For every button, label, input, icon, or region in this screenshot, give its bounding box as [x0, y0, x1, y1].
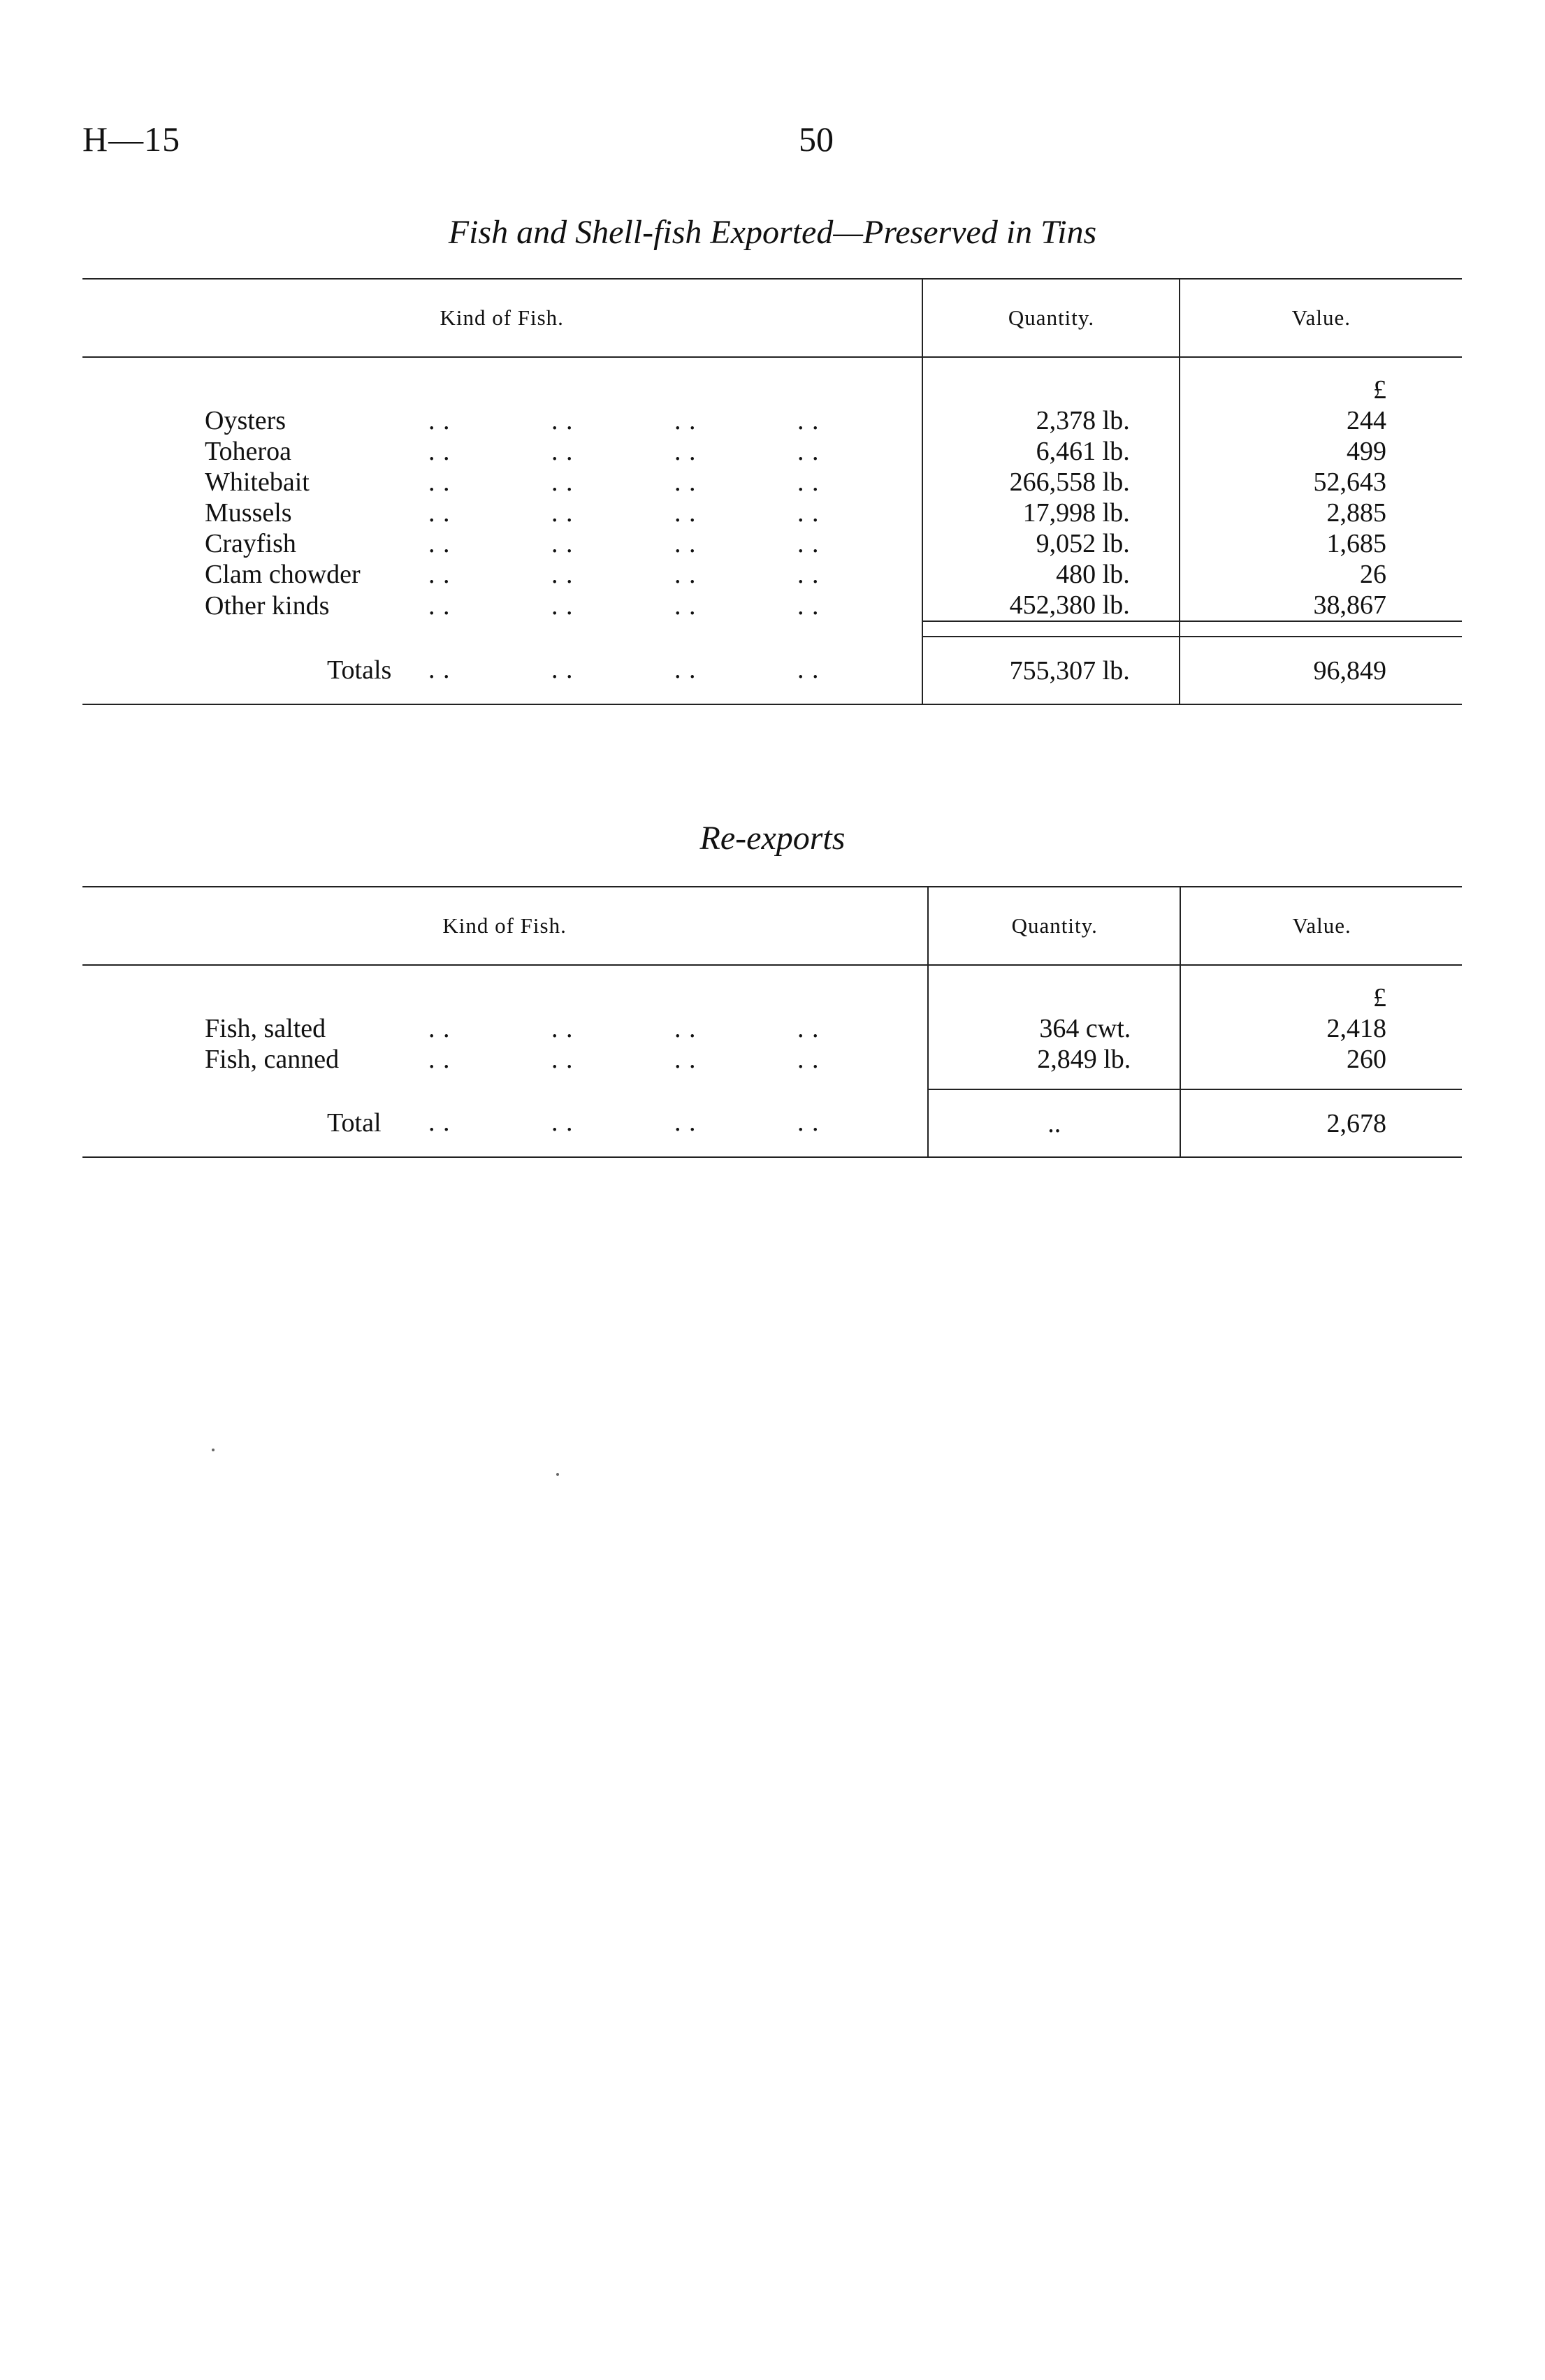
quantity-cell: 364 cwt. [928, 1013, 1180, 1044]
quantity-cell: 2,849 lb. [928, 1044, 1180, 1075]
table-row [82, 1044, 1462, 1075]
fish-kind: Crayfish [205, 529, 296, 558]
totals-value: 96,849 [1180, 637, 1462, 704]
value-cell: 2,885 [1180, 498, 1462, 528]
leader-dots: . . . . . . . . [428, 437, 820, 466]
fish-kind: Other kinds [205, 590, 330, 621]
fish-kind: Mussels [205, 498, 292, 528]
table-row [82, 436, 1462, 467]
totals-row [82, 1089, 1462, 1157]
table-header-row [82, 279, 1462, 357]
print-speck [556, 1473, 559, 1476]
document-reference: H—15 [82, 119, 181, 159]
value-cell: 38,867 [1180, 590, 1462, 621]
currency-row [82, 375, 1462, 405]
column-header-kind: Kind of Fish. [82, 279, 922, 357]
table-row [82, 498, 1462, 528]
page-header [82, 119, 834, 168]
value-cell: 260 [1180, 1044, 1462, 1075]
quantity-cell: 480 lb. [922, 559, 1179, 590]
exported-table [82, 278, 1462, 705]
currency-symbol: £ [1180, 375, 1462, 405]
leader-dots: . . . . . . . . [428, 590, 820, 621]
value-cell: 26 [1180, 559, 1462, 590]
column-header-quantity: Quantity. [922, 279, 1179, 357]
leader-dots: . . . . . . . . [428, 1014, 820, 1043]
totals-row [82, 637, 1462, 704]
totals-quantity: .. [928, 1089, 1180, 1157]
value-cell: 52,643 [1180, 467, 1462, 498]
table-row [82, 1013, 1462, 1044]
column-header-value: Value. [1180, 887, 1462, 965]
table-row [82, 528, 1462, 559]
leader-dots: . . . . . . . . [428, 1108, 820, 1137]
print-speck [212, 1449, 215, 1451]
quantity-cell: 452,380 lb. [922, 590, 1179, 621]
table-row [82, 467, 1462, 498]
page-number: 50 [799, 119, 834, 159]
value-cell: 1,685 [1180, 528, 1462, 559]
quantity-cell: 17,998 lb. [922, 498, 1179, 528]
currency-symbol: £ [1180, 982, 1462, 1013]
section-title-exported: Fish and Shell-fish Exported—Preserved in Tins [448, 214, 1097, 251]
leader-dots: . . . . . . . . [428, 560, 820, 589]
leader-dots: . . . . . . . . [428, 1045, 820, 1074]
quantity-cell: 9,052 lb. [922, 528, 1179, 559]
re-exports-table [82, 886, 1462, 1158]
fish-kind: Whitebait [205, 467, 310, 497]
leader-dots: . . . . . . . . [428, 467, 820, 497]
fish-kind: Oysters [205, 406, 286, 435]
table-row [82, 559, 1462, 590]
totals-label: Totals [327, 655, 392, 685]
table-header-row [82, 887, 1462, 965]
column-header-quantity: Quantity. [928, 887, 1180, 965]
totals-value: 2,678 [1180, 1089, 1462, 1157]
quantity-cell: 266,558 lb. [922, 467, 1179, 498]
value-cell: 2,418 [1180, 1013, 1462, 1044]
value-cell: 499 [1180, 436, 1462, 467]
fish-kind: Fish, canned [205, 1045, 340, 1074]
fish-kind: Toheroa [205, 437, 291, 466]
table-row [82, 590, 1462, 621]
quantity-cell: 2,378 lb. [922, 405, 1179, 436]
leader-dots: . . . . . . . . [428, 498, 820, 528]
leader-dots: . . . . . . . . [428, 406, 820, 435]
column-header-value: Value. [1180, 279, 1462, 357]
currency-row [82, 982, 1462, 1013]
quantity-cell: 6,461 lb. [922, 436, 1179, 467]
table-row [82, 405, 1462, 436]
fish-kind: Clam chowder [205, 560, 361, 589]
totals-quantity: 755,307 lb. [922, 637, 1179, 704]
totals-label: Total [327, 1108, 382, 1138]
section-title-re-exports: Re-exports [699, 820, 846, 857]
value-cell: 244 [1180, 405, 1462, 436]
column-header-kind: Kind of Fish. [82, 887, 928, 965]
leader-dots: . . . . . . . . [428, 529, 820, 558]
fish-kind: Fish, salted [205, 1014, 326, 1043]
leader-dots: . . . . . . . . [428, 655, 820, 684]
